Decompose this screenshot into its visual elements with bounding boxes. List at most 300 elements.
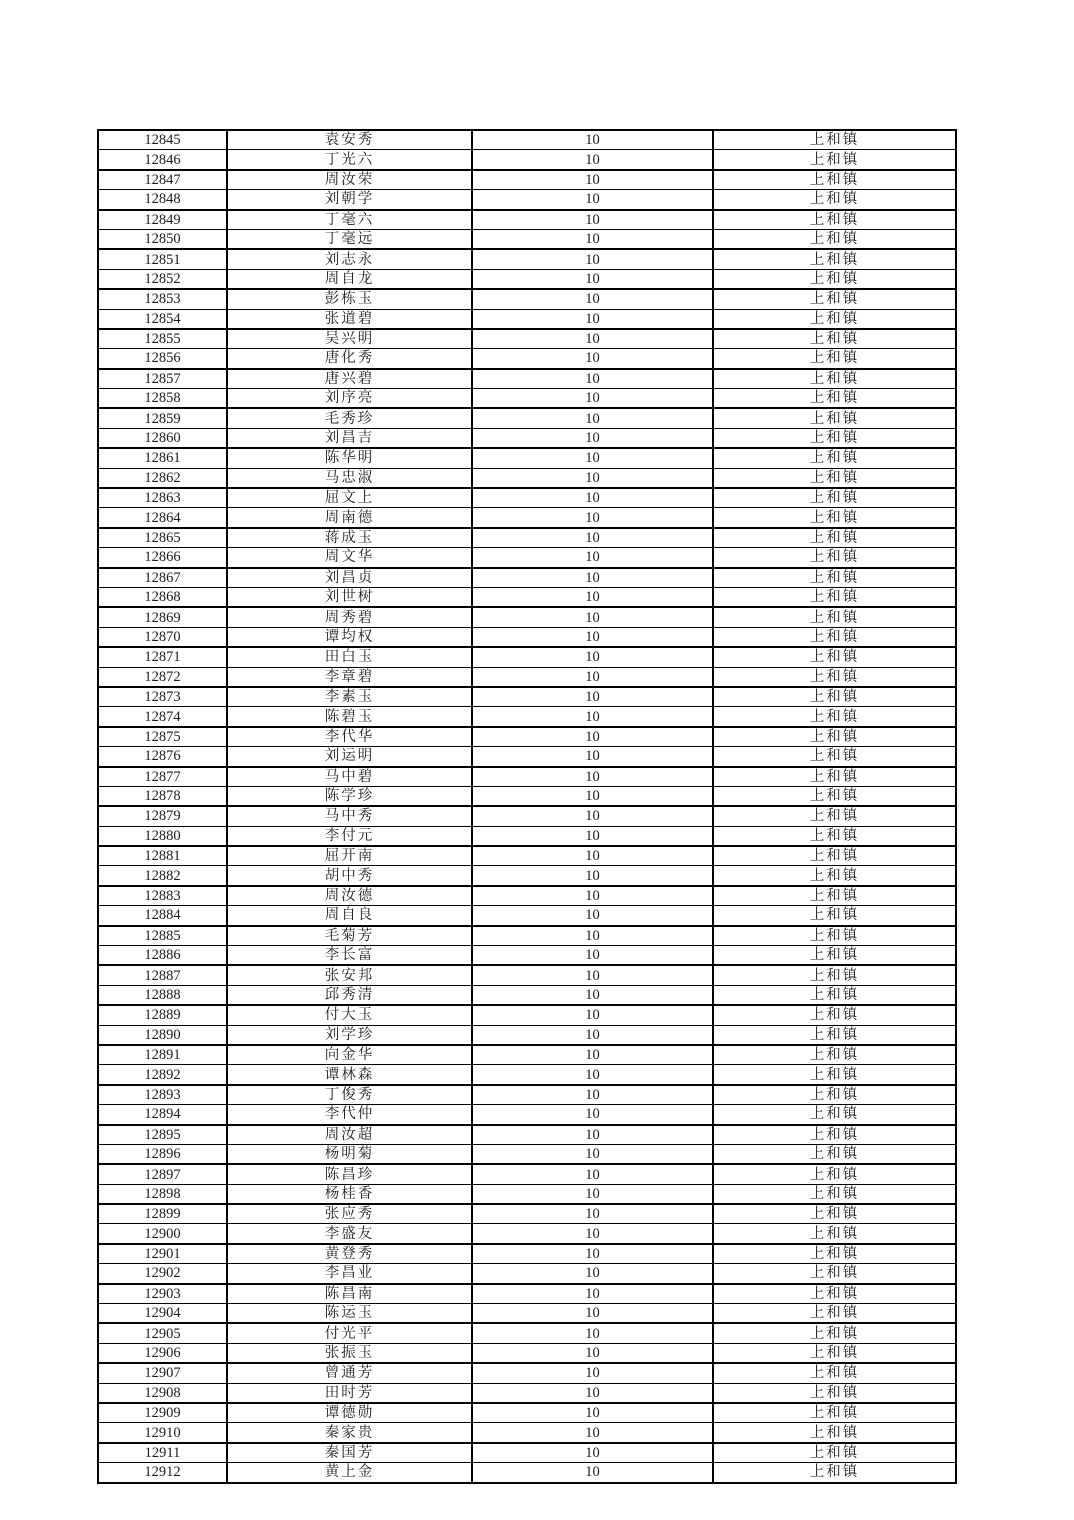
cell-town: 上和镇	[713, 309, 956, 329]
table-row	[98, 1463, 956, 1483]
cell-name: 唐化秀	[227, 349, 472, 369]
cell-id: 12908	[98, 1383, 227, 1403]
cell-name: 丁光六	[227, 150, 472, 170]
cell-id: 12853	[98, 289, 227, 309]
table-row	[98, 408, 956, 428]
cell-town: 上和镇	[713, 269, 956, 289]
cell-name: 刘世树	[227, 587, 472, 607]
cell-town: 上和镇	[713, 448, 956, 468]
cell-value: 10	[472, 1144, 713, 1164]
cell-id: 12870	[98, 627, 227, 647]
cell-town: 上和镇	[713, 249, 956, 269]
table-row	[98, 727, 956, 747]
cell-value: 10	[472, 1184, 713, 1204]
cell-name: 谭林森	[227, 1065, 472, 1085]
table-row	[98, 1164, 956, 1184]
cell-name: 陈昌珍	[227, 1164, 472, 1184]
cell-id: 12851	[98, 249, 227, 269]
cell-value: 10	[472, 1045, 713, 1065]
cell-id: 12863	[98, 488, 227, 508]
cell-value: 10	[472, 727, 713, 747]
cell-name: 马中碧	[227, 767, 472, 787]
cell-name: 马中秀	[227, 806, 472, 826]
cell-name: 谭均权	[227, 627, 472, 647]
cell-value: 10	[472, 1403, 713, 1423]
cell-id: 12875	[98, 727, 227, 747]
cell-name: 陈碧玉	[227, 707, 472, 727]
cell-id: 12891	[98, 1045, 227, 1065]
cell-town: 上和镇	[713, 866, 956, 886]
cell-town: 上和镇	[713, 1045, 956, 1065]
cell-value: 10	[472, 747, 713, 767]
cell-value: 10	[472, 528, 713, 548]
cell-value: 10	[472, 1224, 713, 1244]
cell-id: 12900	[98, 1224, 227, 1244]
cell-id: 12906	[98, 1343, 227, 1363]
table-row	[98, 488, 956, 508]
cell-town: 上和镇	[713, 329, 956, 349]
table-row	[98, 1363, 956, 1383]
cell-id: 12864	[98, 508, 227, 528]
table-row	[98, 826, 956, 846]
cell-value: 10	[472, 1244, 713, 1264]
cell-id: 12888	[98, 985, 227, 1005]
cell-id: 12877	[98, 767, 227, 787]
cell-value: 10	[472, 130, 713, 150]
cell-value: 10	[472, 587, 713, 607]
cell-town: 上和镇	[713, 389, 956, 409]
cell-town: 上和镇	[713, 926, 956, 946]
cell-name: 李昌业	[227, 1264, 472, 1284]
table-row	[98, 985, 956, 1005]
cell-name: 张道碧	[227, 309, 472, 329]
cell-town: 上和镇	[713, 707, 956, 727]
table-row	[98, 508, 956, 528]
table-row	[98, 1343, 956, 1363]
cell-id: 12854	[98, 309, 227, 329]
cell-town: 上和镇	[713, 568, 956, 588]
cell-town: 上和镇	[713, 528, 956, 548]
table-row	[98, 806, 956, 826]
cell-name: 胡中秀	[227, 866, 472, 886]
cell-name: 彭栋玉	[227, 289, 472, 309]
cell-value: 10	[472, 627, 713, 647]
cell-town: 上和镇	[713, 1244, 956, 1264]
table-row	[98, 329, 956, 349]
table-row	[98, 587, 956, 607]
cell-value: 10	[472, 468, 713, 488]
cell-town: 上和镇	[713, 806, 956, 826]
cell-id: 12907	[98, 1363, 227, 1383]
cell-value: 10	[472, 906, 713, 926]
cell-value: 10	[472, 926, 713, 946]
table-row	[98, 210, 956, 230]
cell-id: 12894	[98, 1105, 227, 1125]
cell-name: 李代华	[227, 727, 472, 747]
cell-town: 上和镇	[713, 229, 956, 249]
cell-value: 10	[472, 1005, 713, 1025]
cell-value: 10	[472, 349, 713, 369]
cell-value: 10	[472, 1065, 713, 1085]
cell-id: 12897	[98, 1164, 227, 1184]
cell-town: 上和镇	[713, 170, 956, 190]
cell-value: 10	[472, 289, 713, 309]
cell-town: 上和镇	[713, 1105, 956, 1125]
cell-town: 上和镇	[713, 1025, 956, 1045]
cell-town: 上和镇	[713, 1304, 956, 1324]
cell-town: 上和镇	[713, 1144, 956, 1164]
table-row	[98, 886, 956, 906]
cell-name: 曾通芳	[227, 1363, 472, 1383]
cell-town: 上和镇	[713, 1184, 956, 1204]
cell-town: 上和镇	[713, 846, 956, 866]
cell-town: 上和镇	[713, 906, 956, 926]
cell-name: 李盛友	[227, 1224, 472, 1244]
cell-id: 12899	[98, 1204, 227, 1224]
cell-id: 12912	[98, 1463, 227, 1483]
cell-id: 12862	[98, 468, 227, 488]
cell-town: 上和镇	[713, 1383, 956, 1403]
cell-name: 屈开南	[227, 846, 472, 866]
cell-name: 丁毫六	[227, 210, 472, 230]
table-row	[98, 528, 956, 548]
cell-town: 上和镇	[713, 1323, 956, 1343]
cell-value: 10	[472, 806, 713, 826]
cell-town: 上和镇	[713, 349, 956, 369]
table-row	[98, 568, 956, 588]
cell-id: 12859	[98, 408, 227, 428]
cell-id: 12898	[98, 1184, 227, 1204]
cell-id: 12885	[98, 926, 227, 946]
cell-name: 秦国芳	[227, 1443, 472, 1463]
cell-id: 12886	[98, 946, 227, 966]
cell-name: 刘昌吉	[227, 428, 472, 448]
cell-name: 周南德	[227, 508, 472, 528]
cell-town: 上和镇	[713, 1085, 956, 1105]
cell-name: 刘朝学	[227, 190, 472, 210]
cell-id: 12903	[98, 1284, 227, 1304]
cell-town: 上和镇	[713, 826, 956, 846]
cell-name: 黄上金	[227, 1463, 472, 1483]
cell-id: 12871	[98, 647, 227, 667]
cell-id: 12876	[98, 747, 227, 767]
cell-town: 上和镇	[713, 1224, 956, 1244]
cell-id: 12878	[98, 786, 227, 806]
table-row	[98, 926, 956, 946]
cell-value: 10	[472, 1363, 713, 1383]
cell-value: 10	[472, 488, 713, 508]
table-row	[98, 229, 956, 249]
cell-value: 10	[472, 249, 713, 269]
cell-id: 12849	[98, 210, 227, 230]
cell-name: 蒋成玉	[227, 528, 472, 548]
cell-value: 10	[472, 389, 713, 409]
table-row	[98, 1224, 956, 1244]
cell-name: 张振玉	[227, 1343, 472, 1363]
table-row	[98, 667, 956, 687]
cell-name: 屈文上	[227, 488, 472, 508]
cell-value: 10	[472, 786, 713, 806]
cell-value: 10	[472, 448, 713, 468]
cell-name: 杨明菊	[227, 1144, 472, 1164]
table-row	[98, 946, 956, 966]
cell-town: 上和镇	[713, 1125, 956, 1145]
cell-name: 刘序亮	[227, 389, 472, 409]
cell-town: 上和镇	[713, 607, 956, 627]
cell-value: 10	[472, 1264, 713, 1284]
table-row	[98, 1443, 956, 1463]
cell-name: 周文华	[227, 548, 472, 568]
cell-town: 上和镇	[713, 408, 956, 428]
cell-town: 上和镇	[713, 190, 956, 210]
table-row	[98, 1264, 956, 1284]
cell-name: 谭德勋	[227, 1403, 472, 1423]
table-row	[98, 190, 956, 210]
table-row	[98, 1423, 956, 1443]
cell-name: 李素玉	[227, 687, 472, 707]
cell-town: 上和镇	[713, 1204, 956, 1224]
cell-name: 刘昌贞	[227, 568, 472, 588]
cell-id: 12887	[98, 965, 227, 985]
cell-id: 12892	[98, 1065, 227, 1085]
cell-name: 付大玉	[227, 1005, 472, 1025]
cell-town: 上和镇	[713, 488, 956, 508]
cell-name: 田时芳	[227, 1383, 472, 1403]
cell-id: 12866	[98, 548, 227, 568]
cell-name: 田白玉	[227, 647, 472, 667]
cell-name: 丁俊秀	[227, 1085, 472, 1105]
cell-id: 12909	[98, 1403, 227, 1423]
cell-name: 秦家贵	[227, 1423, 472, 1443]
cell-value: 10	[472, 428, 713, 448]
table-row	[98, 627, 956, 647]
cell-value: 10	[472, 329, 713, 349]
cell-id: 12867	[98, 568, 227, 588]
cell-name: 刘志永	[227, 249, 472, 269]
table-row	[98, 607, 956, 627]
cell-value: 10	[472, 548, 713, 568]
table-row	[98, 1065, 956, 1085]
cell-value: 10	[472, 1105, 713, 1125]
table-row	[98, 170, 956, 190]
cell-id: 12848	[98, 190, 227, 210]
table-row	[98, 647, 956, 667]
cell-value: 10	[472, 229, 713, 249]
cell-name: 向金华	[227, 1045, 472, 1065]
cell-town: 上和镇	[713, 548, 956, 568]
cell-name: 李长富	[227, 946, 472, 966]
cell-id: 12879	[98, 806, 227, 826]
cell-name: 袁安秀	[227, 130, 472, 150]
cell-name: 刘运明	[227, 747, 472, 767]
table-row	[98, 349, 956, 369]
cell-town: 上和镇	[713, 786, 956, 806]
cell-value: 10	[472, 1125, 713, 1145]
cell-town: 上和镇	[713, 946, 956, 966]
cell-town: 上和镇	[713, 130, 956, 150]
cell-id: 12904	[98, 1304, 227, 1324]
cell-value: 10	[472, 1284, 713, 1304]
cell-name: 毛秀珍	[227, 408, 472, 428]
cell-value: 10	[472, 866, 713, 886]
table-row	[98, 1323, 956, 1343]
table-row	[98, 428, 956, 448]
cell-name: 丁毫远	[227, 229, 472, 249]
table-row	[98, 687, 956, 707]
cell-value: 10	[472, 568, 713, 588]
cell-town: 上和镇	[713, 1164, 956, 1184]
cell-value: 10	[472, 408, 713, 428]
cell-name: 周汝超	[227, 1125, 472, 1145]
table-row	[98, 1284, 956, 1304]
cell-town: 上和镇	[713, 687, 956, 707]
cell-town: 上和镇	[713, 1065, 956, 1085]
cell-id: 12895	[98, 1125, 227, 1145]
cell-name: 周自良	[227, 906, 472, 926]
cell-id: 12847	[98, 170, 227, 190]
cell-id: 12901	[98, 1244, 227, 1264]
cell-town: 上和镇	[713, 1264, 956, 1284]
cell-value: 10	[472, 647, 713, 667]
table-row	[98, 786, 956, 806]
cell-name: 唐兴碧	[227, 369, 472, 389]
cell-id: 12852	[98, 269, 227, 289]
cell-name: 陈华明	[227, 448, 472, 468]
cell-value: 10	[472, 1443, 713, 1463]
cell-town: 上和镇	[713, 667, 956, 687]
cell-id: 12881	[98, 846, 227, 866]
cell-town: 上和镇	[713, 985, 956, 1005]
cell-town: 上和镇	[713, 210, 956, 230]
cell-id: 12855	[98, 329, 227, 349]
cell-name: 周汝德	[227, 886, 472, 906]
table-row	[98, 389, 956, 409]
cell-value: 10	[472, 309, 713, 329]
cell-value: 10	[472, 210, 713, 230]
table-row	[98, 448, 956, 468]
table-row	[98, 468, 956, 488]
cell-value: 10	[472, 1164, 713, 1184]
table-row	[98, 1005, 956, 1025]
cell-name: 马忠淑	[227, 468, 472, 488]
cell-id: 12910	[98, 1423, 227, 1443]
cell-name: 杨桂香	[227, 1184, 472, 1204]
cell-name: 周自龙	[227, 269, 472, 289]
cell-name: 李付元	[227, 826, 472, 846]
cell-id: 12905	[98, 1323, 227, 1343]
cell-town: 上和镇	[713, 965, 956, 985]
table-row	[98, 150, 956, 170]
cell-name: 刘学珍	[227, 1025, 472, 1045]
cell-value: 10	[472, 886, 713, 906]
table-row	[98, 269, 956, 289]
cell-id: 12874	[98, 707, 227, 727]
table-row	[98, 1244, 956, 1264]
cell-name: 黄登秀	[227, 1244, 472, 1264]
table-row	[98, 1383, 956, 1403]
cell-id: 12882	[98, 866, 227, 886]
cell-id: 12861	[98, 448, 227, 468]
cell-value: 10	[472, 826, 713, 846]
cell-value: 10	[472, 707, 713, 727]
cell-value: 10	[472, 150, 713, 170]
cell-name: 毛菊芳	[227, 926, 472, 946]
cell-value: 10	[472, 1085, 713, 1105]
table-row	[98, 747, 956, 767]
cell-id: 12880	[98, 826, 227, 846]
cell-town: 上和镇	[713, 1443, 956, 1463]
cell-name: 陈昌南	[227, 1284, 472, 1304]
cell-id: 12911	[98, 1443, 227, 1463]
cell-id: 12873	[98, 687, 227, 707]
cell-town: 上和镇	[713, 886, 956, 906]
cell-town: 上和镇	[713, 1363, 956, 1383]
cell-id: 12857	[98, 369, 227, 389]
cell-id: 12850	[98, 229, 227, 249]
cell-name: 付光平	[227, 1323, 472, 1343]
cell-town: 上和镇	[713, 508, 956, 528]
cell-name: 李代仲	[227, 1105, 472, 1125]
cell-value: 10	[472, 1343, 713, 1363]
cell-name: 周汝荣	[227, 170, 472, 190]
table-row	[98, 906, 956, 926]
cell-name: 张安邦	[227, 965, 472, 985]
table-row	[98, 548, 956, 568]
cell-id: 12890	[98, 1025, 227, 1045]
cell-town: 上和镇	[713, 289, 956, 309]
cell-town: 上和镇	[713, 1284, 956, 1304]
cell-town: 上和镇	[713, 767, 956, 787]
table-row	[98, 1025, 956, 1045]
table-row	[98, 249, 956, 269]
cell-value: 10	[472, 965, 713, 985]
cell-id: 12846	[98, 150, 227, 170]
cell-id: 12884	[98, 906, 227, 926]
cell-id: 12856	[98, 349, 227, 369]
cell-name: 陈学珍	[227, 786, 472, 806]
cell-value: 10	[472, 946, 713, 966]
cell-value: 10	[472, 1463, 713, 1483]
cell-id: 12893	[98, 1085, 227, 1105]
table-row	[98, 1403, 956, 1423]
table-row	[98, 1144, 956, 1164]
cell-value: 10	[472, 190, 713, 210]
table-row	[98, 309, 956, 329]
cell-id: 12868	[98, 587, 227, 607]
cell-id: 12869	[98, 607, 227, 627]
cell-name: 周秀碧	[227, 607, 472, 627]
table-body	[98, 130, 956, 1483]
cell-value: 10	[472, 1423, 713, 1443]
table-row	[98, 767, 956, 787]
cell-town: 上和镇	[713, 627, 956, 647]
cell-value: 10	[472, 667, 713, 687]
cell-name: 李章碧	[227, 667, 472, 687]
cell-id: 12872	[98, 667, 227, 687]
cell-town: 上和镇	[713, 1403, 956, 1423]
cell-value: 10	[472, 508, 713, 528]
cell-town: 上和镇	[713, 1343, 956, 1363]
cell-id: 12845	[98, 130, 227, 150]
cell-id: 12889	[98, 1005, 227, 1025]
cell-town: 上和镇	[713, 587, 956, 607]
cell-id: 12858	[98, 389, 227, 409]
cell-value: 10	[472, 607, 713, 627]
cell-value: 10	[472, 767, 713, 787]
cell-value: 10	[472, 269, 713, 289]
cell-town: 上和镇	[713, 150, 956, 170]
table-row	[98, 1105, 956, 1125]
